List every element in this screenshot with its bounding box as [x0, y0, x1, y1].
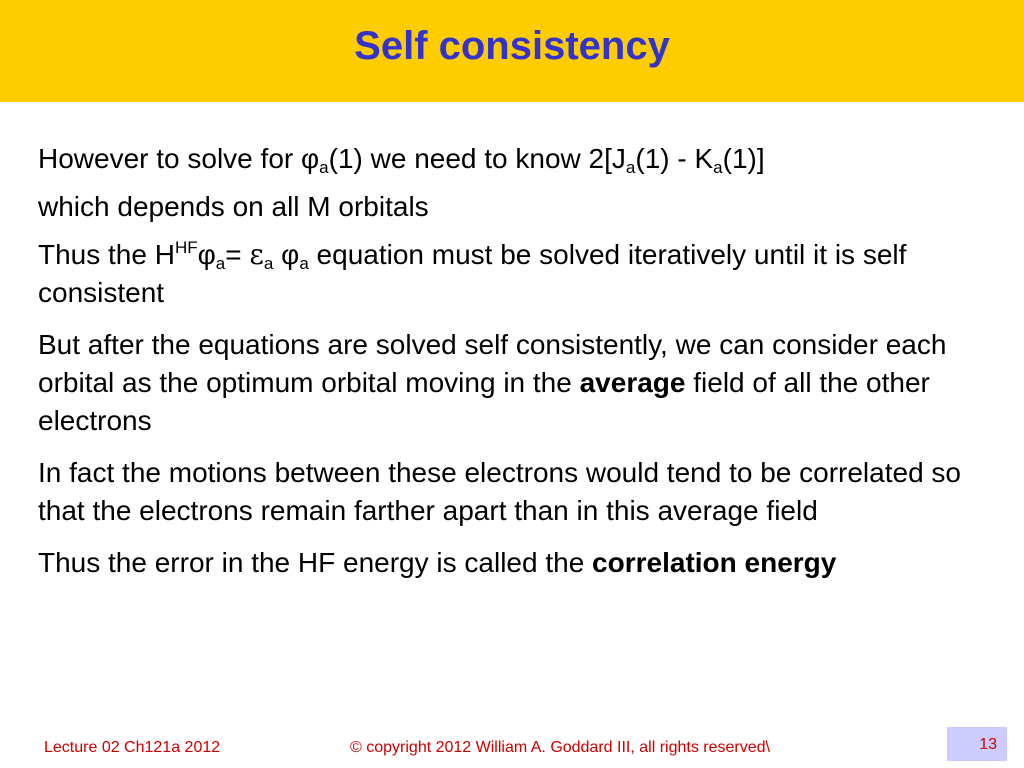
p3-text-1: Thus the H — [38, 239, 175, 270]
paragraph-3 — [38, 236, 998, 312]
p3-subscript-2: a — [263, 254, 274, 273]
paragraph-5: In fact the motions between these electrons would tend to be correlated so that the electrons remain farther apart than in this average field — [38, 457, 962, 526]
p1-text-3: (1) - K — [635, 143, 714, 174]
p3-superscript-hf: HF — [174, 238, 198, 257]
p3-text-4: φ — [273, 239, 300, 270]
footer-lecture: Lecture 02 Ch121a 2012 — [44, 739, 221, 756]
paragraph-1 — [38, 140, 998, 178]
p3-text-3: = — [225, 239, 250, 270]
p1-subscript-2: a — [625, 158, 636, 177]
p3-subscript-3: a — [299, 254, 309, 273]
p4-text-2: field of all the other electrons — [38, 367, 930, 436]
paragraph-4 — [38, 326, 998, 440]
paragraph-2: which depends on all M orbitals — [38, 191, 429, 222]
p3-subscript-1: a — [215, 254, 226, 273]
p1-text-4: (1)] — [722, 143, 765, 174]
p6-bold-correlation-energy: correlation energy — [592, 547, 837, 578]
p4-bold-average: average — [579, 367, 686, 398]
paragraph-6 — [38, 544, 998, 582]
page-number: 13 — [979, 736, 997, 753]
title-bar — [0, 0, 1024, 102]
p1-subscript-3: a — [713, 158, 723, 177]
p4-text-1: But after the equations are solved self consistently, we can consider each orbital as the optimum orbital moving in the — [38, 329, 947, 398]
epsilon-symbol: ε — [249, 238, 264, 271]
p1-subscript-1: a — [319, 158, 329, 177]
p3-text-2: φ — [197, 239, 216, 270]
p1-text-2: (1) we need to know 2[J — [328, 143, 626, 174]
page-number-badge — [947, 727, 1007, 761]
footer-copyright: © copyright 2012 William A. Goddard III, all rights reserved\ — [350, 739, 770, 756]
slide-title: Self consistency — [354, 24, 670, 68]
p1-text-1: However to solve for φ — [38, 143, 320, 174]
p3-text-5: equation must be solved iteratively until it is self consistent — [38, 239, 907, 308]
slide-body — [38, 140, 998, 596]
p6-text-1: Thus the error in the HF energy is called the — [38, 547, 593, 578]
